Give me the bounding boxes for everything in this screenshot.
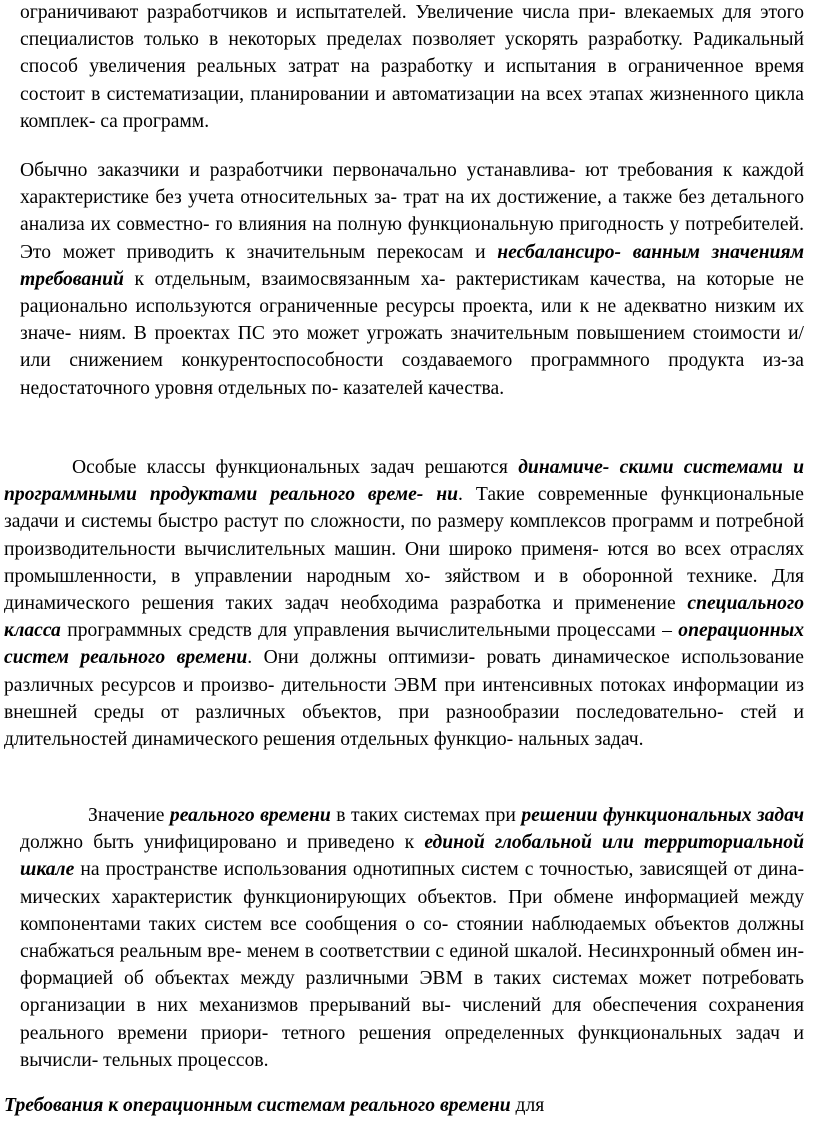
paragraph-text: Обычно заказчики и разработчики первоначально устанавлива- ют требования к каждой характеристике без учета относительных за- трат на их достижение, а также без детального анализа их совместно- го влияния на полную функциональную пригодность у потребителей. Это может приводить к значительным перекосам и: [20, 160, 804, 263]
emphasis-real-time: реального времени: [169, 805, 331, 826]
paragraph-text: . Они должны оптимизи- ровать динамическое использование различных ресурсов и произво- дительности ЭВМ при интенсивных потоках информации из внешней среды от различных объектов, при разнообразии последовательно- стей и длительностей динамического решения отдельных функцио- нальных задач.: [4, 647, 804, 751]
paragraph-text: для: [510, 1095, 545, 1116]
paragraph-os-requirements: [4, 1092, 804, 1119]
emphasis-dynamic-systems: динамиче- скими системами и программными продуктами реального време- ни: [4, 457, 805, 506]
paragraph-text: . Такие современные функциональные задачи и системы быстро растут по сложности, по размеру комплексов программ и потребной производительности вычислительных машин. Они широко применя- ются во всех отраслях промышленности, в управлении народным хо- зяйством и в оборонной технике. Для динамического решения таких задач необходима разработка и применение: [4, 484, 804, 615]
emphasis-realtime-os: операционных систем реального времени: [4, 620, 804, 669]
paragraph-text: к отдельным, взаимосвязанным ха- рактеристикам качества, на которые не рационально используются ограниченные ресурсы проекта, или к не адекватно низким их значе- ниям. В проектах ПС это может угрожать значительным повышением стоимости и/или снижением конкурентоспособности создаваемого программного продукта из-за недостаточного уровня отдельных по- казателей качества.: [20, 268, 804, 399]
emphasis-global-scale: единой глобальной или территориальной шкале: [20, 832, 804, 881]
paragraph-text: должно быть унифицировано и приведено к: [20, 832, 425, 854]
paragraph-text: в таких системах при: [330, 805, 522, 826]
emphasis-os-requirements: Требования к операционным системам реального времени: [4, 1095, 511, 1116]
paragraph-realtime-meaning: [20, 802, 804, 1074]
paragraph-realtime-systems: [4, 454, 804, 753]
emphasis-special-class: специального класса: [4, 593, 804, 642]
paragraph-text: Особые классы функциональных задач решаются: [72, 457, 519, 478]
emphasis-solving-tasks: решении функциональных задач: [521, 805, 804, 826]
paragraph-text: Значение: [88, 805, 170, 826]
paragraph-text: на пространстве использования однотипных систем с точностью, зависящей от дина- мических характеристик функционирующих объектов. При обмене информацией между компонентами таких систем все сообщения о со- стоянии наблюдаемых объектов должны снабжаться реальным вре- менем в соответствии с единой шкалой. Несинхронный обмен ин- формацией об объектах между различными ЭВМ в таких системах может потребовать организации в них механизмов прерываний вы- числений для обеспечения сохранения реального времени приори- тетного решения определенных функциональных задач и вычисли- тельных процессов.: [20, 859, 804, 1071]
emphasis-unbalanced-requirements: несбалансиро- ванным значениям требований: [20, 241, 804, 290]
paragraph-text: ограничивают разработчиков и испытателей. Увеличение числа при- влекаемых для этого специалистов только в некоторых пределах позволяет ускорять разработку. Радикальный способ увеличения реальных затрат на разработку и испытания в ограниченное время состоит в систематизации, планировании и автоматизации на всех этапах жизненного цикла комплек- са программ.: [20, 2, 804, 132]
paragraph-text: программных средств для управления вычислительными процессами –: [60, 620, 679, 642]
paragraph-requirements-balance: [20, 157, 804, 402]
paragraph-development-costs: [20, 0, 804, 135]
